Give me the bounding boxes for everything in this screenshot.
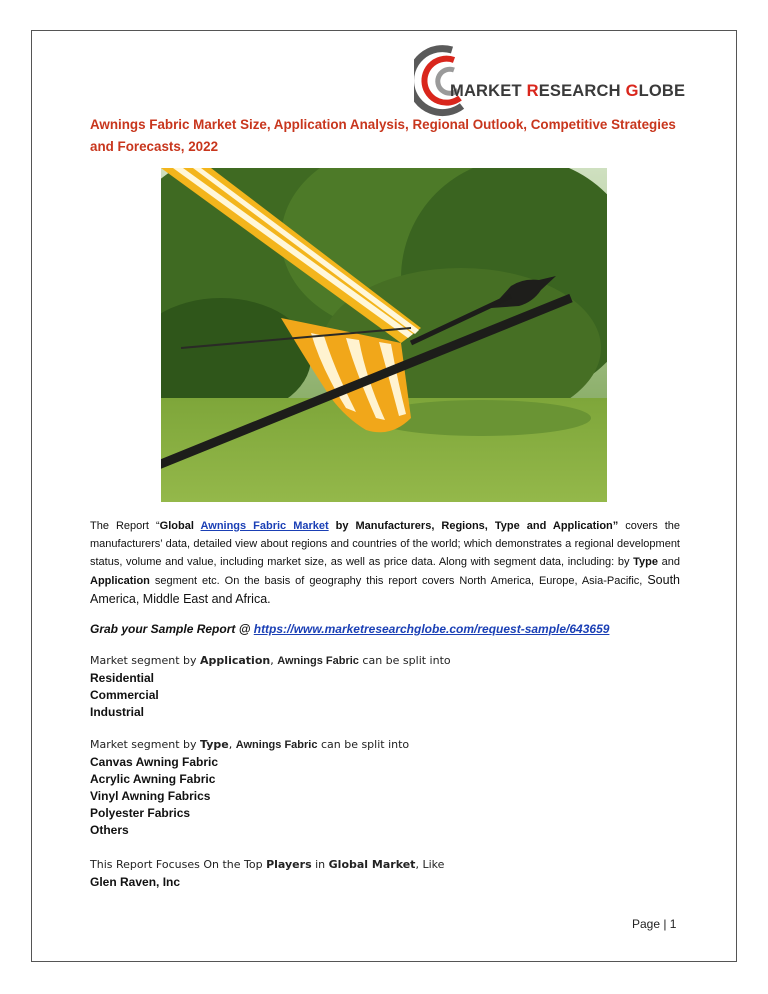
list-item: Residential: [90, 671, 155, 685]
list-item: Others: [90, 823, 129, 837]
list-item: Vinyl Awning Fabrics: [90, 789, 211, 803]
sample-report-line: Grab your Sample Report @ https://www.marketresearchglobe.com/request-sample/643659: [90, 622, 610, 636]
page-number: Page | 1: [632, 917, 677, 931]
type-segment-heading: Market segment by Type, Awnings Fabric can be split into: [90, 738, 410, 751]
list-item: Commercial: [90, 688, 159, 702]
report-description: The Report “Global Awnings Fabric Market by Manufacturers, Regions, Type and Application” covers the manufacturers’ data, detailed view about regions and countries of the world; which demonstrates a regional development status, volume and value, including market size, as well as price data. Along with segment data, including: by Type and Application segment etc. On the basis of geography this report covers North America, Europe, Asia-Pacific, South America, Middle East and Africa.: [90, 520, 681, 606]
list-item: Acrylic Awning Fabric: [90, 772, 216, 786]
list-item: Polyester Fabrics: [90, 806, 191, 820]
list-item: Glen Raven, Inc: [90, 875, 181, 889]
sample-report-link[interactable]: https://www.marketresearchglobe.com/request-sample/643659: [253, 622, 610, 636]
logo-wordmark: MARKET RESEARCH GLOBE: [450, 82, 686, 100]
players-heading: This Report Focuses On the Top Players in Global Market, Like: [90, 858, 445, 871]
awning-photo: [161, 168, 607, 502]
logo-mark-icon: [414, 44, 474, 118]
list-item: Canvas Awning Fabric: [90, 755, 219, 769]
list-item: Industrial: [90, 705, 145, 719]
company-logo: [414, 44, 684, 118]
application-segment-heading: Market segment by Application, Awnings Fabric can be split into: [90, 654, 451, 667]
application-list: [90, 670, 159, 721]
type-list: [90, 754, 218, 839]
report-title: Awnings Fabric Market Size, Application Analysis, Regional Outlook, Competitive Strategies and Forecasts, 2022: [90, 117, 676, 154]
market-report-link[interactable]: Awnings Fabric Market: [200, 520, 329, 532]
players-list: [90, 874, 180, 891]
